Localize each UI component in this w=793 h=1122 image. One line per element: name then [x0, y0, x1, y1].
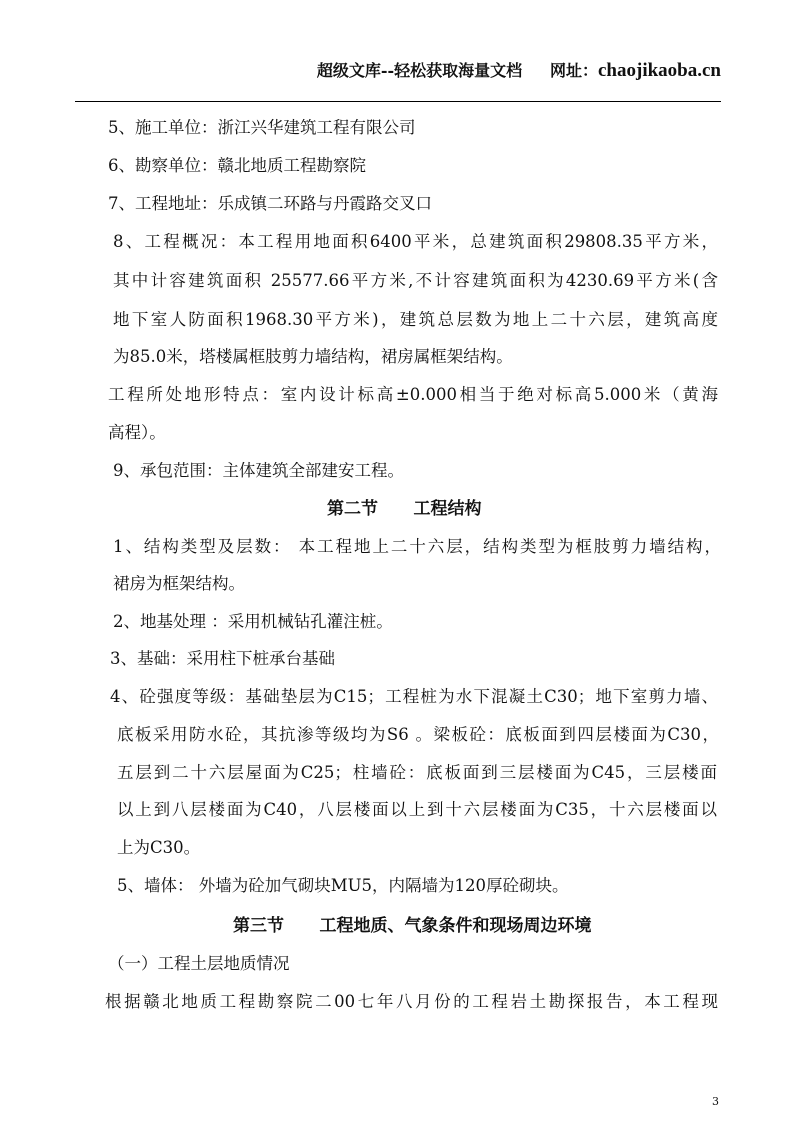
text-line: 6、勘察单位：赣北地质工程勘察院: [108, 156, 366, 175]
section-heading: 第三节 工程地质、气象条件和现场周边环境: [233, 916, 592, 936]
text-line: 其中计容建筑面积 25577.66平方米,不计容建筑面积为4230.69平方米(含: [113, 271, 718, 290]
text-line: 上为C30。: [117, 838, 201, 857]
text-line: 8、工程概况：本工程用地面积6400平米，总建筑面积29808.35平方米，: [113, 232, 718, 251]
text-line: 底板采用防水砼，其抗渗等级均为S6 。梁板砼：底板面到四层楼面为C30，: [117, 725, 719, 744]
header-url: chaojikaoba.cn: [598, 60, 721, 81]
text-line: 2、地基处理 ：采用机械钻孔灌注桩。: [113, 612, 393, 631]
text-line: 高程）。: [108, 423, 166, 442]
text-line: 工程所处地形特点：室内设计标高±0.000相当于绝对标高5.000米（黄海: [108, 385, 718, 404]
page-header: [317, 58, 721, 82]
text-line: 地下室人防面积1968.30平方米)，建筑总层数为地上二十六层，建筑高度: [113, 310, 718, 329]
text-line: 5、墙体： 外墙为砼加气砌块MU5，内隔墙为120厚砼砌块。: [117, 876, 569, 895]
text-line: 根据赣北地质工程勘察院二00七年八月份的工程岩土勘探报告，本工程现: [105, 992, 718, 1011]
text-line: 1、结构类型及层数： 本工程地上二十六层，结构类型为框肢剪力墙结构，: [113, 537, 721, 556]
header-url-label: 网址：: [549, 61, 598, 80]
header-site-name: 超级文库--轻松获取海量文档: [316, 61, 523, 80]
text-line: 4、砼强度等级：基础垫层为C15；工程桩为水下混凝土C30；地下室剪力墙、: [110, 687, 718, 706]
text-line: 为85.0米，塔楼属框肢剪力墙结构，裙房属框架结构。: [113, 347, 513, 366]
text-line: 以上到八层楼面为C40，八层楼面以上到十六层楼面为C35，十六层楼面以: [117, 800, 717, 819]
text-line: 9、承包范围：主体建筑全部建安工程。: [113, 461, 404, 480]
text-line: 3、基础：采用柱下桩承台基础: [110, 649, 335, 668]
text-line: 五层到二十六层屋面为C25；柱墙砼：底板面到三层楼面为C45，三层楼面: [117, 763, 717, 782]
text-line: 裙房为框架结构。: [113, 574, 245, 593]
page-number: 3: [712, 1095, 719, 1108]
subsection-heading: （一）工程土层地质情况: [108, 954, 290, 973]
section-heading: 第二节 工程结构: [327, 499, 482, 519]
text-line: 5、施工单位：浙江兴华建筑工程有限公司: [108, 118, 416, 137]
text-line: 7、工程地址：乐成镇二环路与丹霞路交叉口: [108, 194, 432, 213]
header-divider: [75, 101, 721, 102]
